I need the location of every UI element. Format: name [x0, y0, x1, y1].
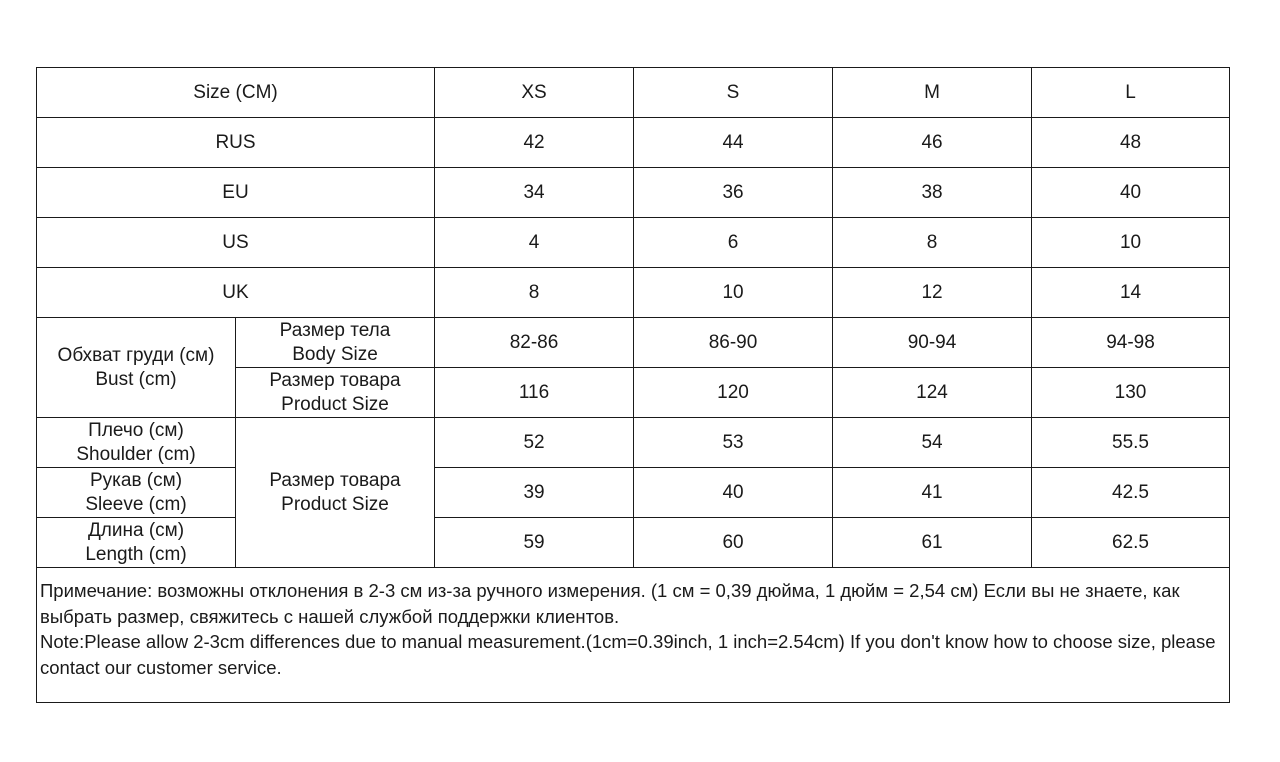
table-cell: 94-98 — [1032, 318, 1230, 368]
size-chart-table — [36, 67, 1230, 703]
table-cell: 10 — [634, 268, 833, 318]
note-cell — [37, 568, 1230, 703]
row-label: UK — [37, 268, 435, 318]
body-size-label-cell — [236, 318, 435, 368]
size-header-xs: XS — [435, 68, 634, 118]
table-cell: 48 — [1032, 118, 1230, 168]
table-cell: 46 — [833, 118, 1032, 168]
size-header-l: L — [1032, 68, 1230, 118]
table-cell: 38 — [833, 168, 1032, 218]
product-size-label-en: Product Size — [281, 493, 389, 515]
table-cell: 86-90 — [634, 318, 833, 368]
table-cell: 55.5 — [1032, 418, 1230, 468]
note-row — [37, 568, 1230, 703]
table-cell: 61 — [833, 518, 1032, 568]
table-cell: 60 — [634, 518, 833, 568]
table-row — [37, 118, 1230, 168]
table-cell: 42.5 — [1032, 468, 1230, 518]
bust-product-size-label-cell — [236, 368, 435, 418]
table-cell: 90-94 — [833, 318, 1032, 368]
table-cell: 42 — [435, 118, 634, 168]
length-label-cell — [37, 518, 236, 568]
table-cell: 40 — [634, 468, 833, 518]
body-size-label-en: Body Size — [292, 343, 378, 365]
table-cell: 8 — [435, 268, 634, 318]
table-row — [37, 168, 1230, 218]
table-cell: 36 — [634, 168, 833, 218]
length-label-ru: Длина (см) — [87, 519, 185, 541]
table-cell: 41 — [833, 468, 1032, 518]
sleeve-label-ru: Рукав (см) — [89, 469, 183, 491]
header-label-cell: Size (CM) — [37, 68, 435, 118]
row-label: RUS — [37, 118, 435, 168]
bust-label-cell — [37, 318, 236, 418]
table-cell: 34 — [435, 168, 634, 218]
table-cell: 40 — [1032, 168, 1230, 218]
table-row — [37, 418, 1230, 468]
shoulder-label-ru: Плечо (см) — [88, 419, 184, 441]
product-size-label-en: Product Size — [281, 393, 389, 415]
table-cell: 6 — [634, 218, 833, 268]
table-cell: 59 — [435, 518, 634, 568]
table-cell: 52 — [435, 418, 634, 468]
table-cell: 12 — [833, 268, 1032, 318]
table-cell: 8 — [833, 218, 1032, 268]
table-cell: 124 — [833, 368, 1032, 418]
table-cell: 4 — [435, 218, 634, 268]
note-text-en: Note:Please allow 2-3cm differences due to manual measurement.(1cm=0.39inch, 1 inch=2.54cm) If you don't know how to choose size, please contact our customer service. — [40, 631, 1216, 678]
body-size-label-ru: Размер тела — [279, 319, 391, 341]
shoulder-label-cell — [37, 418, 236, 468]
header-row — [37, 68, 1230, 118]
table-cell: 82-86 — [435, 318, 634, 368]
table-cell: 44 — [634, 118, 833, 168]
table-row — [37, 318, 1230, 368]
shoulder-label-en: Shoulder (cm) — [76, 443, 196, 465]
bust-label-ru: Обхват груди (см) — [57, 344, 215, 366]
table-cell: 14 — [1032, 268, 1230, 318]
table-row — [37, 218, 1230, 268]
bust-label-en: Bust (cm) — [95, 368, 177, 390]
table-cell: 120 — [634, 368, 833, 418]
length-label-en: Length (cm) — [85, 543, 187, 565]
size-header-m: M — [833, 68, 1032, 118]
sleeve-label-cell — [37, 468, 236, 518]
sleeve-label-en: Sleeve (cm) — [85, 493, 187, 515]
size-header-s: S — [634, 68, 833, 118]
note-text-ru: Примечание: возможны отклонения в 2-3 см из-за ручного измерения. (1 см = 0,39 дюйма, 1 дюйм = 2,54 см) Если вы не знаете, как выбрать размер, свяжитесь с нашей службой поддержки клиентов. — [40, 580, 1180, 627]
table-row — [37, 468, 1230, 518]
table-cell: 53 — [634, 418, 833, 468]
row-label: EU — [37, 168, 435, 218]
row-label: US — [37, 218, 435, 268]
product-size-label-cell — [236, 418, 435, 568]
table-cell: 130 — [1032, 368, 1230, 418]
table-cell: 10 — [1032, 218, 1230, 268]
product-size-label-ru: Размер товара — [269, 469, 401, 491]
table-row — [37, 268, 1230, 318]
product-size-label-ru: Размер товара — [269, 369, 401, 391]
table-cell: 54 — [833, 418, 1032, 468]
table-cell: 116 — [435, 368, 634, 418]
table-cell: 39 — [435, 468, 634, 518]
table-cell: 62.5 — [1032, 518, 1230, 568]
table-row — [37, 518, 1230, 568]
